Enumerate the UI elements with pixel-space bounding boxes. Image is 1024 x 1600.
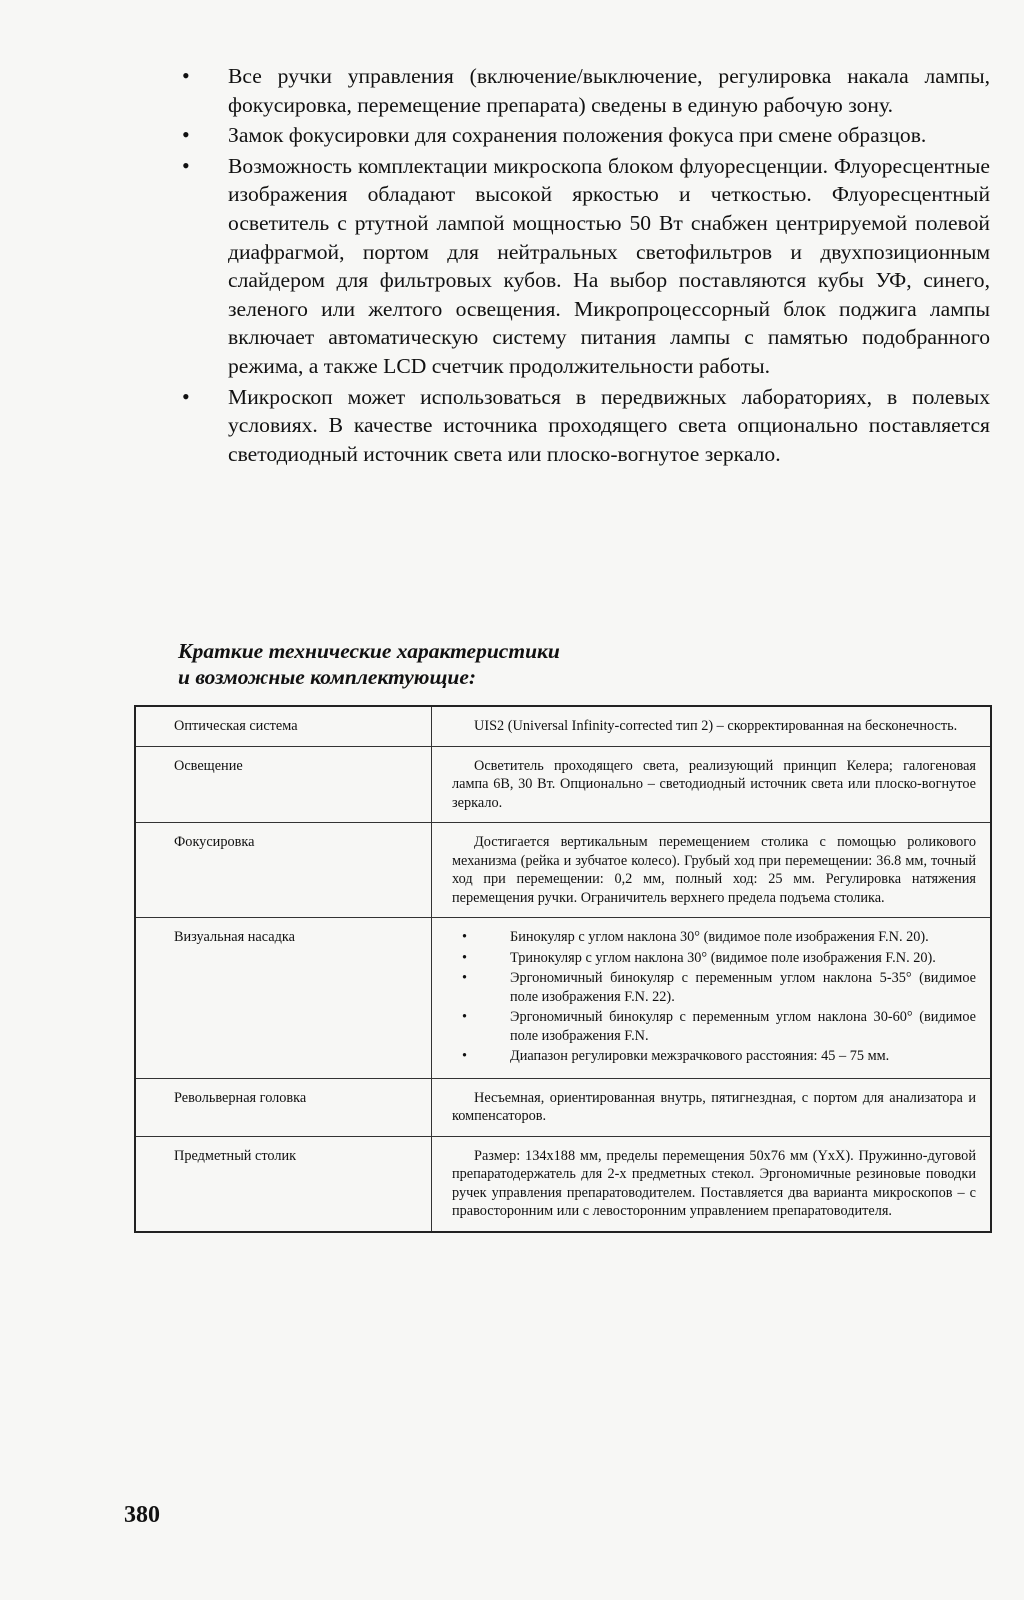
- spec-value: [432, 706, 992, 746]
- spec-value: [432, 823, 992, 918]
- table-row: [135, 823, 991, 918]
- list-item: [452, 928, 976, 947]
- section-heading-line-2: и возможные комплектующие:: [178, 665, 477, 689]
- feature-list: [170, 62, 990, 470]
- list-item: [452, 1047, 976, 1066]
- list-item: [452, 1008, 976, 1045]
- spec-key: Визуальная насадка: [135, 918, 432, 1079]
- spec-key: Предметный столик: [135, 1136, 432, 1232]
- spec-value-text: Размер: 134x188 мм, пределы перемещения 50x76 мм (YxX). Пружинно-дуговой препаратодержатель для 2-х предметных стекол. Эргономичные резиновые поводки ручек управления препаратоводителем. Поставляется два варианта микроскопов – с правосторонним или с левосторонним управлением препаратоводителя.: [452, 1147, 976, 1219]
- spec-key: Револьверная головка: [135, 1078, 432, 1136]
- table-row: [135, 746, 991, 823]
- spec-table: [134, 705, 992, 1233]
- spec-key: Освещение: [135, 746, 432, 823]
- list-item: [452, 969, 976, 1006]
- spec-value: [432, 1078, 992, 1136]
- spec-value-text: Достигается вертикальным перемещением столика с помощью роликового механизма (рейка и зубчатое колесо). Грубый ход при перемещении: 36.8 мм, точный ход при перемещении: 0,2 мм, полный ход: 25 мм. Регулировка натяжения перемещения ручки. Ограничитель верхнего предела подъема столика.: [452, 834, 976, 906]
- list-item-text: Все ручки управления (включение/выключение, регулировка накала лампы, фокусировка, перемещение препарата) сведены в единую рабочую зону.: [228, 64, 990, 117]
- spec-value-text: Осветитель проходящего света, реализующий принцип Келера; галогеновая лампа 6В, 30 Вт. Опционально – светодиодный источник света или плоско-вогнутое зеркало.: [452, 757, 976, 811]
- list-item-text: Микроскоп может использоваться в передвижных лабораториях, в полевых условиях. В качестве источника проходящего света опционально поставляется светодиодный источник света или плоско-вогнутое зеркало.: [228, 384, 990, 466]
- list-item-text: Эргономичный бинокуляр с переменным углом наклона 5-35° (видимое поле изображения F.N. 22).: [510, 970, 976, 1005]
- bullet-icon: •: [462, 949, 468, 966]
- eyepiece-options-list: [452, 928, 976, 1066]
- section-heading: [178, 638, 560, 690]
- list-item-text: Диапазон регулировки межзрачкового расстояния: 45 – 75 мм.: [510, 1048, 890, 1064]
- page-number: 380: [124, 1502, 160, 1528]
- list-item: [452, 949, 976, 968]
- list-item-text: Возможность комплектации микроскопа блоком флуоресценции. Флуоресцентные изображения обладают высокой яркостью и четкостью. Флуоресцентный осветитель с ртутной лампой мощностью 50 Вт снабжен центрируемой полевой диафрагмой, портом для нейтральных светофильтров и двухпозиционным слайдером для фильтровых кубов. На выбор поставляются кубы УФ, синего, зеленого или желтого освещения. Микропроцессорный блок поджига лампы включает автоматическую систему питания лампы с памятью подобранного режима, а также LCD счетчик продолжительности работы.: [228, 153, 990, 378]
- list-item-text: Тринокуляр с углом наклона 30° (видимое поле изображения F.N. 20).: [510, 949, 936, 966]
- spec-value-text: Несъемная, ориентированная внутрь, пятигнездная, с портом для анализатора и компенсаторов.: [452, 1089, 976, 1124]
- spec-value: [432, 746, 992, 823]
- bullet-icon: •: [462, 1009, 468, 1025]
- bullet-icon: •: [182, 152, 190, 178]
- bullet-icon: •: [182, 383, 190, 409]
- spec-value-text: UIS2 (Universal Infinity-corrected тип 2) – скорректированная на бесконечность.: [474, 718, 958, 734]
- bullet-icon: •: [462, 929, 468, 945]
- bullet-icon: •: [462, 970, 468, 986]
- list-item: [170, 152, 990, 381]
- bullet-icon: •: [182, 122, 190, 148]
- list-item-text: Бинокуляр с углом наклона 30° (видимое поле изображения F.N. 20).: [510, 929, 929, 945]
- spec-value: [432, 1136, 992, 1232]
- bullet-icon: •: [462, 1048, 468, 1064]
- spec-key: Фокусировка: [135, 823, 432, 918]
- list-item: [170, 383, 990, 469]
- table-row: [135, 1078, 991, 1136]
- table-row: [135, 918, 991, 1079]
- table-row: [135, 706, 991, 746]
- list-item: [170, 121, 990, 150]
- spec-value: [432, 918, 992, 1079]
- bullet-icon: •: [182, 63, 190, 88]
- list-item-text: Замок фокусировки для сохранения положения фокуса при смене образцов.: [228, 123, 927, 148]
- section-heading-line-1: Краткие технические характеристики: [178, 639, 560, 663]
- list-item: [170, 62, 990, 119]
- list-item-text: Эргономичный бинокуляр с переменным углом наклона 30-60° (видимое поле изображения F.N.: [510, 1009, 976, 1044]
- spec-key: Оптическая система: [135, 706, 432, 746]
- table-row: [135, 1136, 991, 1232]
